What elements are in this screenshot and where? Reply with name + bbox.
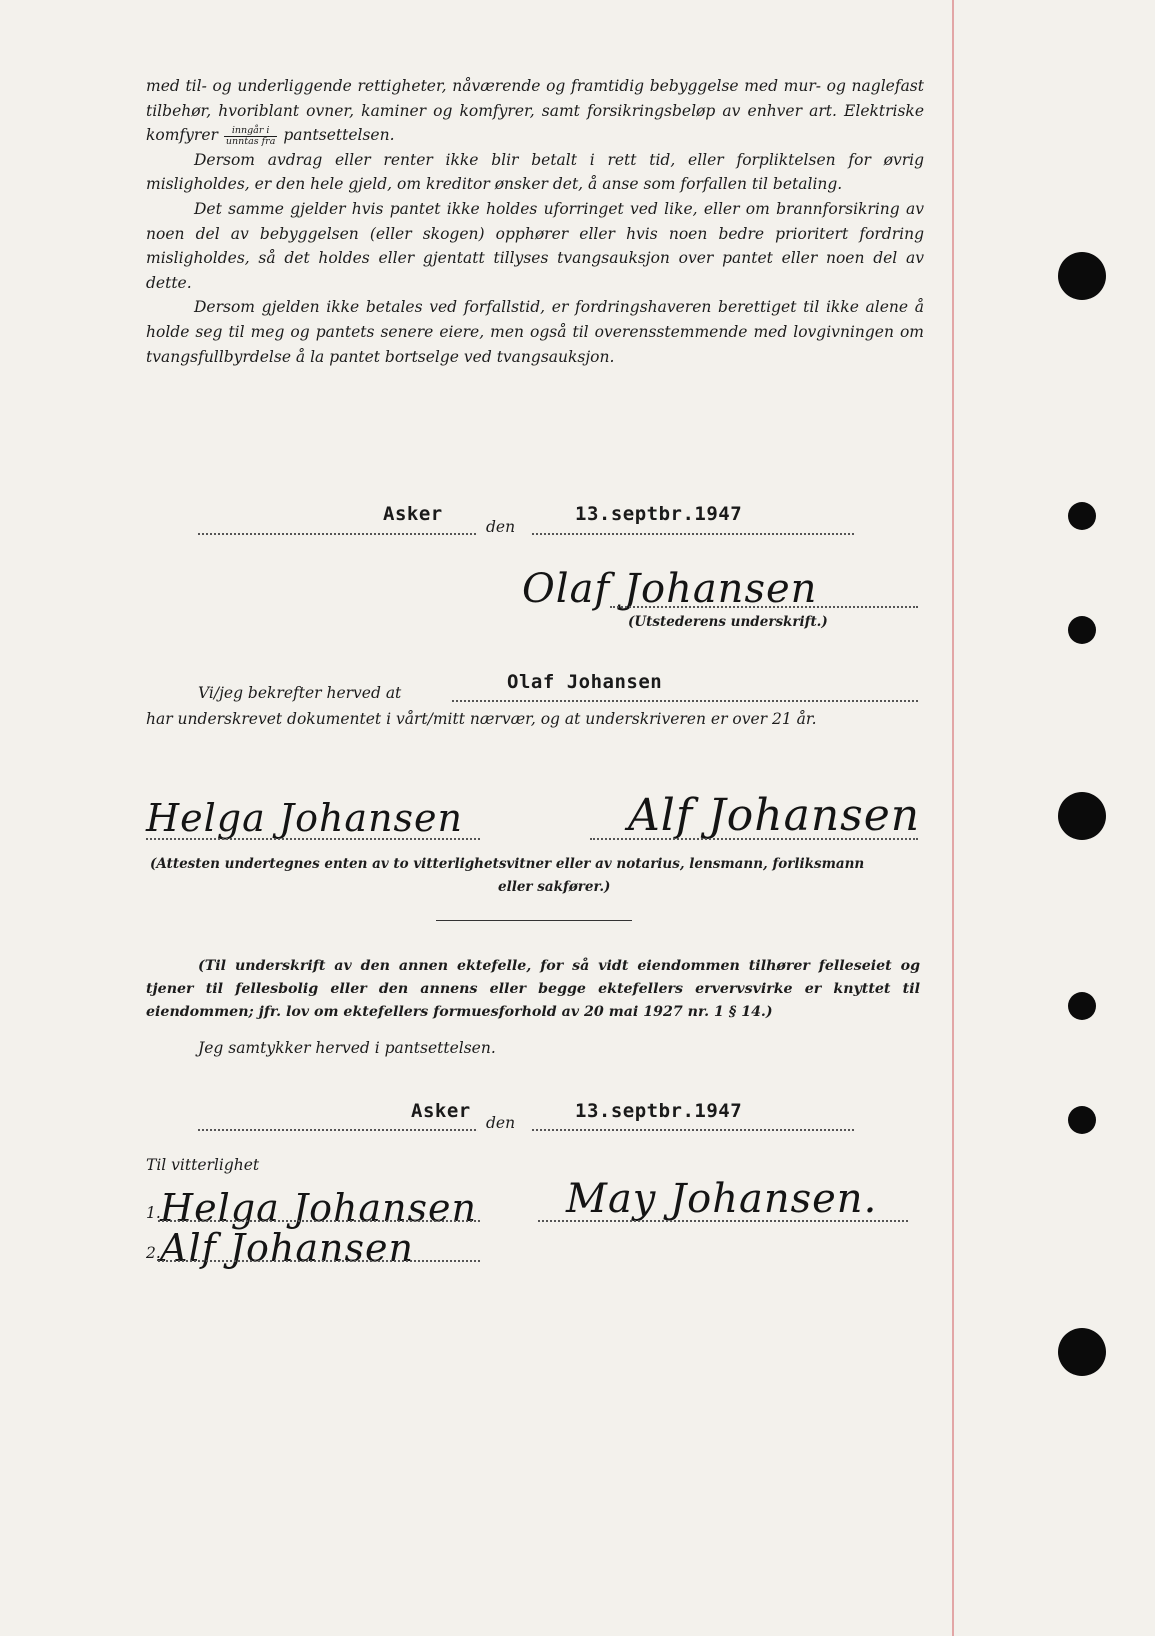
punch-hole [1068,1106,1096,1134]
dotted-line [538,1220,908,1222]
punch-hole [1068,992,1096,1020]
witness-signature-2: Alf Johansen [628,790,921,841]
issuer-signature: Olaf Johansen [522,566,818,612]
paragraph-1-text: med til- og underliggende rettigheter, nåværende og framtidig bebyggelse med mur- og naglefast tilbehør, hvoriblant ovner, kaminer og komfyrer, samt forsikringsbeløp av enhver art. Elektriske komfyrer [146,77,924,145]
red-margin-line [952,0,954,1636]
dotted-line [158,1260,480,1262]
date-2: 13.septbr.1947 [575,1100,743,1122]
punch-hole [1058,1328,1106,1376]
punch-hole [1058,252,1106,300]
punch-hole [1058,792,1106,840]
paragraph-1-end: pantsettelsen. [283,126,395,145]
fraction-choice [224,126,277,147]
place-1: Asker [383,503,443,525]
den-label-1: den [486,518,516,536]
witness-heading: Til vitterlighet [146,1156,260,1174]
separator-rule [436,920,632,921]
den-label-2: den [486,1114,516,1132]
terms-text [146,74,924,369]
dotted-line [198,1129,476,1131]
dotted-line [198,533,476,535]
date-1: 13.septbr.1947 [575,503,743,525]
paragraph-1 [146,74,924,148]
dotted-line [590,838,918,840]
paragraph-3: Det samme gjelder hvis pantet ikke holdes uforringet ved like, eller om brannforsikring av noen del av bebyggelsen (eller skogen) opphører eller hvis noen bedre prioritert fordring misligholdes, så det holdes eller gjentatt tillyses tvangsauksjon over pantet eller noen del av dette. [146,199,924,292]
paragraph-2: Dersom avdrag eller renter ikke blir betalt i rett tid, eller forpliktelsen for øvrig misligholdes, er den hele gjeld, om kreditor ønsker det, å anse som forfallen til betaling. [146,150,924,194]
dotted-line [532,533,854,535]
fraction-bottom: unntas fra [225,135,276,147]
witness-statement: har underskrevet dokumentet i vårt/mitt nærvær, og at underskriveren er over 21 år. [146,710,817,728]
witness-number-2: 2. [146,1244,161,1262]
dotted-line [610,606,918,608]
punch-hole [1068,616,1096,644]
witness-signature-1: Helga Johansen [146,796,464,840]
issuer-signature-caption: (Utstederens underskrift.) [628,614,828,630]
dotted-line [452,700,918,702]
spouse-witness-signature-2: Alf Johansen [160,1226,414,1270]
dotted-line [532,1129,854,1131]
spouse-witness-signature-1: Helga Johansen [160,1186,478,1230]
spouse-consent: Jeg samtykker herved i pantsettelsen. [198,1039,496,1057]
attestation-note-line1: (Attesten undertegnes enten av to vitterlighetsvitner eller av notarius, lensmann, forliksmann [150,856,865,872]
paragraph-4: Dersom gjelden ikke betales ved forfallstid, er fordringshaveren berettiget til ikke alene å holde seg til meg og pantets senere eiere, men også til overensstemmende med lovgivningen om tvangsfullbyrdelse å la pantet bortselge ved tvangsauksjon. [146,298,924,366]
punch-hole [1068,502,1096,530]
place-2: Asker [411,1100,471,1122]
dotted-line [146,838,480,840]
witness-number-1: 1. [146,1204,161,1222]
dotted-line [158,1220,480,1222]
attestation-note-line2: eller sakfører.) [498,879,611,895]
witness-confirmed-name: Olaf Johansen [507,671,663,693]
spouse-note: (Til underskrift av den annen ektefelle, for så vidt eiendommen tilhører felleseiet og tjener til fellesbolig eller den annens eller begge ektefellers ervervsvirke er knyttet til eiendommen; jfr. lov om ektefellers formuesforhold av 20 mai 1927 nr. 1 § 14.) [146,958,920,1020]
fraction-top: inngår i [224,126,277,137]
witness-label: Vi/jeg bekrefter herved at [198,684,402,702]
spouse-signature: May Johansen. [566,1176,878,1222]
